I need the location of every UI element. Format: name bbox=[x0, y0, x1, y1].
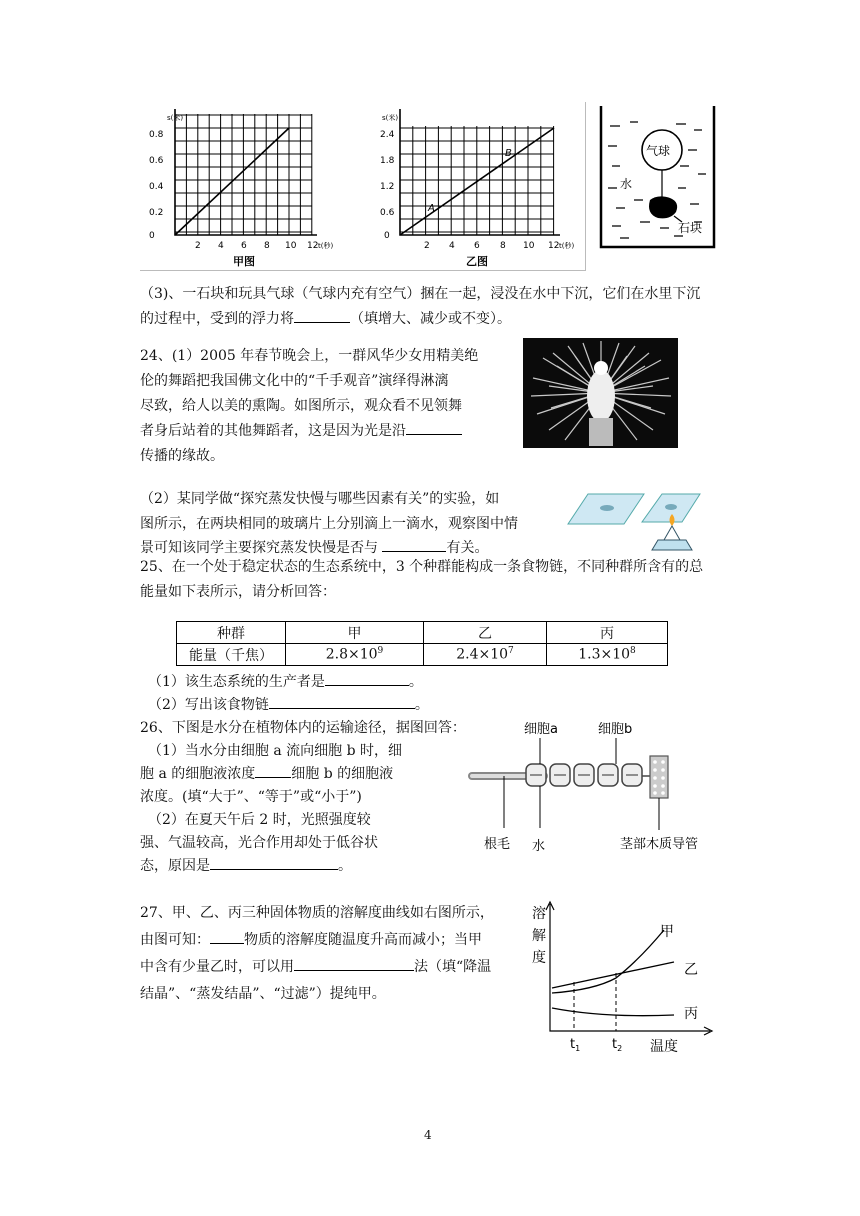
y-tick: 0 bbox=[384, 231, 390, 241]
graph-yi bbox=[370, 106, 585, 272]
evaporation-figure bbox=[562, 486, 702, 554]
x-tick: 12 bbox=[307, 241, 319, 251]
xylem-vessel bbox=[650, 756, 668, 798]
x-tick: 10 bbox=[285, 241, 297, 251]
q25-text: 。 bbox=[408, 674, 423, 690]
table-cell: 种群 bbox=[177, 622, 286, 644]
table-row bbox=[177, 644, 668, 666]
q26-line bbox=[140, 762, 393, 787]
table-cell: 乙 bbox=[424, 622, 547, 644]
x-tick: 2 bbox=[424, 241, 430, 251]
answer-blank[interactable] bbox=[406, 420, 462, 435]
energy-value: 2.8×10 bbox=[325, 646, 378, 663]
curve-yi bbox=[552, 962, 674, 988]
x-tick: 12 bbox=[548, 241, 560, 251]
q25-text: （1）该生态系统的生产者是 bbox=[148, 674, 325, 690]
q27-text: 中含有少量乙时，可以用 bbox=[140, 959, 294, 975]
water-transport-figure bbox=[464, 716, 724, 858]
y-tick: 1.2 bbox=[380, 182, 395, 192]
q25-text: 。 bbox=[414, 697, 429, 713]
point-a-label: A bbox=[428, 203, 435, 214]
q27-line: 结晶”、“蒸发结晶”、“过滤”）提纯甲。 bbox=[140, 986, 386, 1002]
x-tick: 8 bbox=[264, 241, 270, 251]
q24-line bbox=[140, 419, 462, 444]
q27-line bbox=[140, 955, 491, 980]
q23-line1: （3)、一石块和玩具气球（气球内充有空气）捆在一起，浸没在水中下沉，它们在水里下沉 bbox=[140, 286, 701, 302]
x-axis-label: t(秒) bbox=[559, 242, 575, 250]
q26-line: 强、气温较高，光合作用却处于低谷状 bbox=[140, 835, 378, 851]
q25-sub1 bbox=[148, 670, 423, 695]
q27-text: 由图可知： bbox=[140, 932, 210, 948]
root-hair-label: 根毛 bbox=[484, 837, 511, 852]
q25-line: 能量如下表所示，请分析回答： bbox=[140, 584, 336, 600]
series-label-yi: 乙 bbox=[684, 962, 698, 978]
graph-jia bbox=[145, 106, 360, 272]
graph-frame-line bbox=[140, 270, 586, 271]
graph-caption: 甲图 bbox=[233, 255, 255, 268]
t2-label: $t_2$ bbox=[612, 1037, 623, 1053]
q24-line: 伦的舞蹈把我国佛文化中的“千手观音”演绎得淋漓 bbox=[140, 373, 449, 389]
q23-line2 bbox=[140, 307, 511, 332]
curve-bing bbox=[552, 1008, 674, 1016]
q26-line: 浓度。(填“大于”、“等于”或“小于”) bbox=[140, 789, 362, 805]
table-cell: 能量（千焦） bbox=[177, 644, 286, 666]
x-tick: 8 bbox=[500, 241, 506, 251]
answer-blank[interactable] bbox=[210, 929, 244, 944]
graph-frame-line bbox=[585, 102, 586, 270]
page-number: 4 bbox=[424, 1128, 432, 1142]
x-tick: 4 bbox=[218, 241, 224, 251]
exponent: 8 bbox=[630, 646, 636, 657]
y-tick: 2.4 bbox=[380, 130, 395, 140]
q26-line: 26、下图是水分在植物体内的运输途径，据图回答： bbox=[140, 720, 466, 736]
q26-text: 。 bbox=[338, 858, 352, 874]
y-tick: 0.6 bbox=[380, 208, 395, 218]
q24-text: 景可知该同学主要探究蒸发快慢是否与 bbox=[140, 540, 383, 556]
x-tick: 2 bbox=[195, 241, 201, 251]
q25-text: （2）写出该食物链 bbox=[148, 697, 269, 713]
q27-text: 法（填“降温 bbox=[414, 959, 492, 975]
y-tick: 0.2 bbox=[149, 208, 164, 218]
table-cell bbox=[424, 644, 547, 666]
q26-line bbox=[140, 854, 352, 879]
answer-blank[interactable] bbox=[255, 763, 291, 778]
balloon-label: 气球 bbox=[646, 144, 671, 158]
water-label: 水 bbox=[620, 177, 633, 191]
y-tick: 0.6 bbox=[149, 156, 164, 166]
water-label: 水 bbox=[532, 839, 546, 854]
energy-value: 2.4×10 bbox=[456, 646, 509, 663]
answer-blank[interactable] bbox=[382, 537, 446, 552]
q27-line bbox=[140, 928, 482, 953]
solubility-figure bbox=[524, 898, 724, 1058]
q24-line: 传播的缘故。 bbox=[140, 448, 224, 464]
q24-line: 图所示，在两块相同的玻璃片上分别滴上一滴水，观察图中情 bbox=[140, 516, 518, 532]
table-cell: 甲 bbox=[286, 622, 424, 644]
y-tick: 0 bbox=[149, 231, 155, 241]
q26-text: 态，原因是 bbox=[140, 858, 210, 874]
q27-text: 物质的溶解度随温度升高而减小；当甲 bbox=[244, 932, 482, 948]
x-axis-label: t(秒) bbox=[318, 242, 334, 250]
xylem-label: 茎部木质导管 bbox=[620, 837, 699, 852]
q26-text: 细胞 b 的细胞液 bbox=[291, 766, 394, 782]
cell-a-label: 细胞a bbox=[524, 722, 558, 737]
series-label-jia: 甲 bbox=[660, 924, 674, 940]
q26-line: （1）当水分由细胞 a 流向细胞 b 时，细 bbox=[148, 743, 403, 759]
dance-photo bbox=[523, 338, 678, 448]
y-axis-label: 溶 bbox=[532, 906, 546, 922]
exponent: 9 bbox=[377, 646, 384, 657]
exponent: 7 bbox=[508, 646, 514, 657]
table-row bbox=[177, 622, 668, 644]
q26-line: （2）在夏天午后 2 时，光照强度较 bbox=[148, 812, 371, 828]
answer-blank[interactable] bbox=[294, 308, 350, 323]
energy-table bbox=[176, 621, 668, 666]
cell-b-label: 细胞b bbox=[598, 722, 633, 737]
t1-label: $t_1$ bbox=[570, 1037, 581, 1053]
x-axis-label: 温度 bbox=[650, 1039, 678, 1055]
answer-blank[interactable] bbox=[325, 671, 409, 686]
q24-line: （2）某同学做“探究蒸发快慢与哪些因素有关”的实验，如 bbox=[140, 491, 500, 507]
q26-text: 胞 a 的细胞液浓度 bbox=[140, 766, 256, 782]
q24-text: 者身后站着的其他舞蹈者，这是因为光是沿 bbox=[140, 423, 406, 439]
x-tick: 6 bbox=[241, 241, 247, 251]
x-tick: 10 bbox=[523, 241, 535, 251]
point-b-label: B bbox=[505, 148, 512, 159]
q24-line: 24、(1）2005 年春节晚会上，一群风华少女用精美绝 bbox=[140, 348, 479, 364]
stone-icon bbox=[649, 196, 677, 218]
answer-blank[interactable] bbox=[269, 694, 415, 709]
y-tick: 1.8 bbox=[380, 156, 395, 166]
y-axis-label: 度 bbox=[532, 950, 546, 966]
q25-line: 25、在一个处于稳定状态的生态系统中，3 个种群能构成一条食物链，不同种群所含有的总 bbox=[140, 559, 704, 575]
curve-jia bbox=[552, 930, 664, 993]
answer-blank[interactable] bbox=[210, 855, 338, 870]
q25-sub2 bbox=[148, 693, 429, 718]
x-tick: 4 bbox=[449, 241, 455, 251]
y-tick: 0.4 bbox=[149, 182, 164, 192]
x-tick: 6 bbox=[474, 241, 480, 251]
q23-text: 的过程中，受到的浮力将 bbox=[140, 311, 294, 327]
energy-value: 1.3×10 bbox=[578, 646, 631, 663]
q23-text: （填增大、减少或不变）。 bbox=[350, 311, 511, 327]
table-cell bbox=[547, 644, 668, 666]
balloon-stone-figure bbox=[598, 104, 718, 250]
y-axis-label: s(米) bbox=[167, 114, 184, 122]
q24-line: 尽致，给人以美的熏陶。如图所示，观众看不见领舞 bbox=[140, 398, 462, 414]
graph-caption: 乙图 bbox=[466, 255, 488, 268]
q27-line: 27、甲、乙、丙三种固体物质的溶解度曲线如右图所示， bbox=[140, 905, 494, 921]
table-cell bbox=[286, 644, 424, 666]
series-label-bing: 丙 bbox=[684, 1006, 698, 1022]
answer-blank[interactable] bbox=[294, 956, 414, 971]
q24-text: 有关。 bbox=[446, 540, 489, 556]
stone-label: 石块 bbox=[678, 221, 703, 235]
table-cell: 丙 bbox=[547, 622, 668, 644]
y-tick: 0.8 bbox=[149, 130, 164, 140]
y-axis-label: 解 bbox=[532, 928, 546, 944]
y-axis-label: s(米) bbox=[382, 114, 399, 122]
